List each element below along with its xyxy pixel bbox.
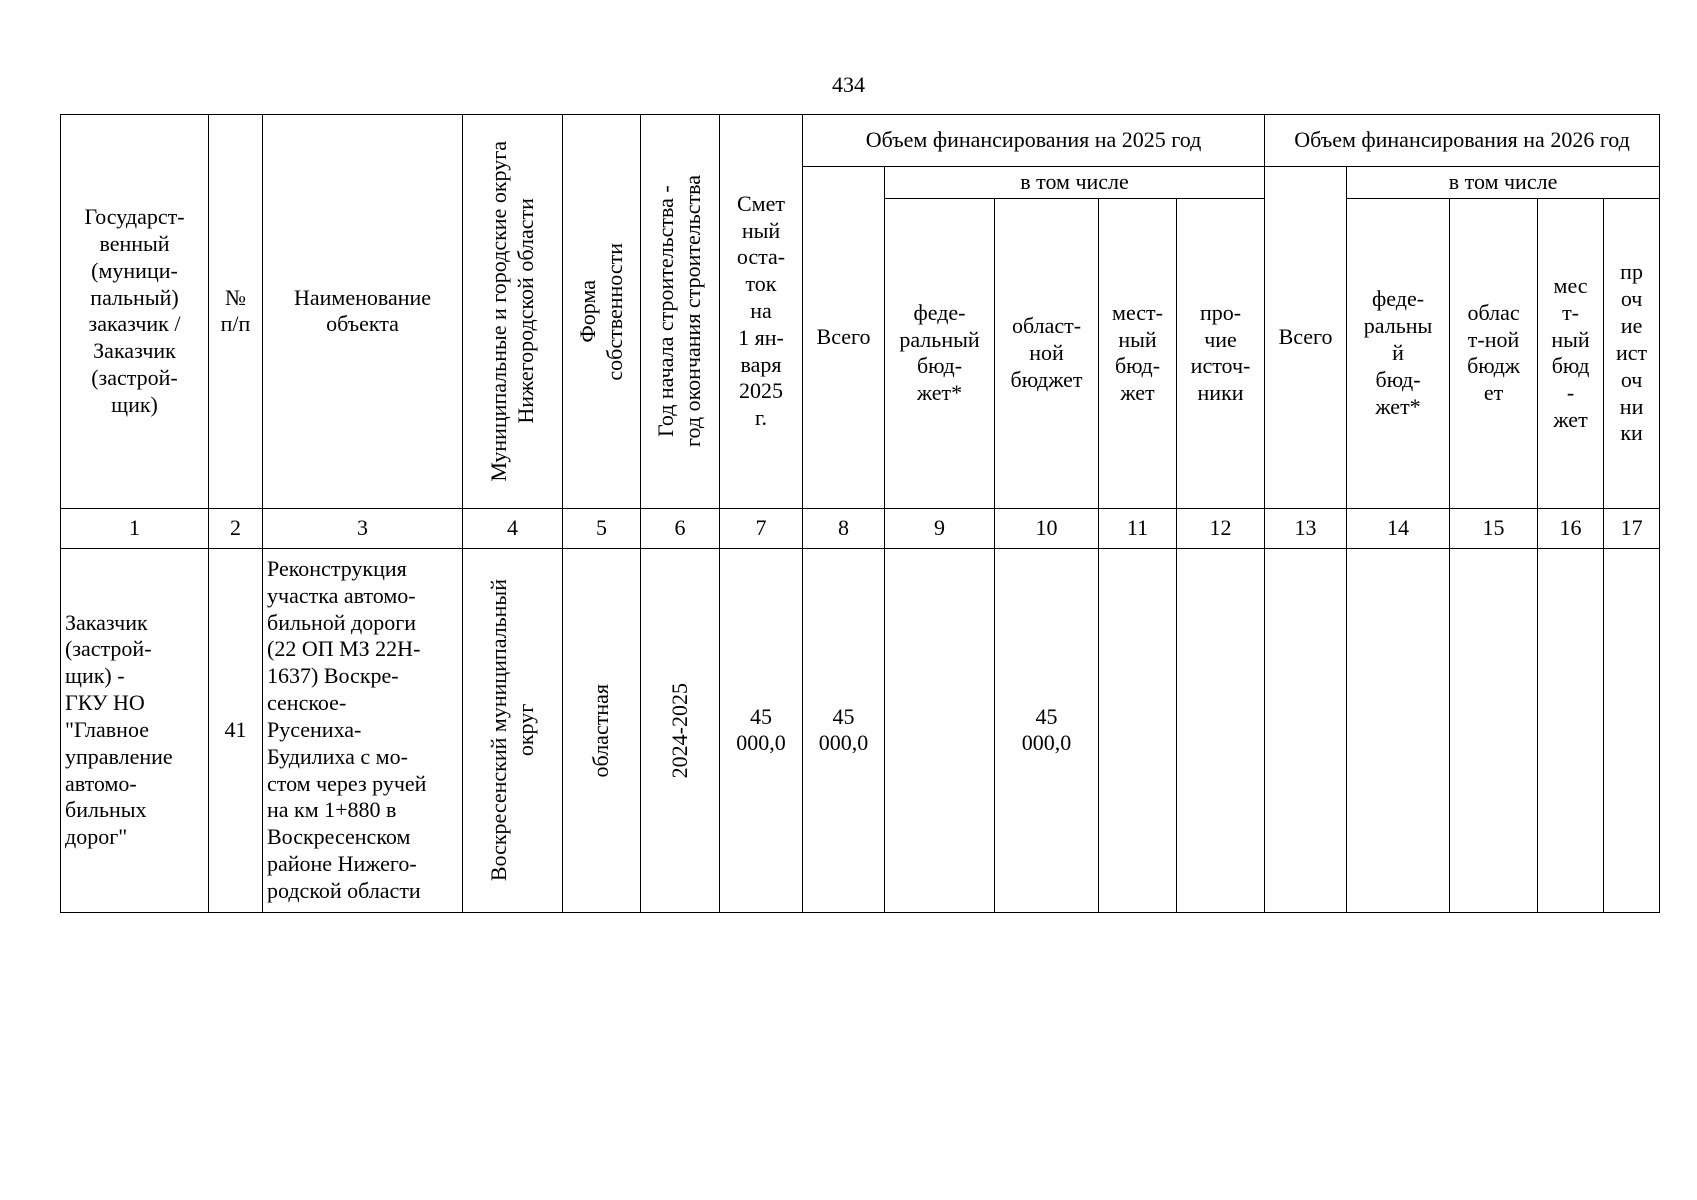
row-number: 41 bbox=[209, 548, 263, 912]
column-number: 11 bbox=[1099, 508, 1177, 548]
column-number: 2 bbox=[209, 508, 263, 548]
column-number: 14 bbox=[1347, 508, 1450, 548]
header-group-2025: Объем финансирования на 2025 год bbox=[803, 115, 1265, 167]
row-federal-2026 bbox=[1347, 548, 1450, 912]
header-local-2025: мест- ный бюд- жет bbox=[1099, 198, 1177, 508]
column-number: 10 bbox=[995, 508, 1099, 548]
header-including-2026: в том числе bbox=[1347, 167, 1660, 199]
header-total-2026: Всего bbox=[1265, 167, 1347, 509]
header-row-1 bbox=[61, 115, 1660, 167]
column-number: 16 bbox=[1538, 508, 1604, 548]
row-other-2026 bbox=[1604, 548, 1660, 912]
row-district-cell bbox=[463, 548, 563, 912]
header-other-2026: пр оч ие ист оч ни ки bbox=[1604, 198, 1660, 508]
row-object-name: Реконструкция участка автомо- бильной дороги (22 ОП МЗ 22Н- 1637) Воскре- сенское- Русениха- Будилиха с мо- стом через ручей на км 1+880 в Воскресенском районе Нижего- родской области bbox=[263, 548, 463, 912]
header-years: Год начала строительства - год окончания строительства bbox=[653, 175, 705, 448]
row-customer: Заказчик (застрой- щик) - ГКУ НО "Главное управление автомо- бильных дорог" bbox=[61, 548, 209, 912]
row-total-2025: 45 000,0 bbox=[803, 548, 885, 912]
row-ownership-cell bbox=[563, 548, 641, 912]
column-number: 9 bbox=[885, 508, 995, 548]
header-total-2025: Всего bbox=[803, 167, 885, 509]
row-local-2026 bbox=[1538, 548, 1604, 912]
table-row bbox=[61, 548, 1660, 912]
header-districts: Муниципальные и городские округа Нижегородской области bbox=[485, 141, 538, 482]
header-number: № п/п bbox=[209, 115, 263, 509]
header-estimate: Смет ный оста- ток на 1 ян- варя 2025 г. bbox=[720, 115, 803, 509]
header-ownership: Форма собственности bbox=[574, 242, 627, 381]
header-local-2026: мес т- ный бюд - жет bbox=[1538, 198, 1604, 508]
column-number: 3 bbox=[263, 508, 463, 548]
column-number: 15 bbox=[1450, 508, 1538, 548]
column-number: 17 bbox=[1604, 508, 1660, 548]
header-ownership-cell bbox=[563, 115, 641, 509]
header-regional-2026: облас т-ной бюдж ет bbox=[1450, 198, 1538, 508]
column-number: 5 bbox=[563, 508, 641, 548]
header-federal-2025: феде- ральный бюд- жет* bbox=[885, 198, 995, 508]
header-group-2026: Объем финансирования на 2026 год bbox=[1265, 115, 1660, 167]
row-district: Воскресенский муниципальный округ bbox=[485, 579, 538, 882]
row-years: 2024-2025 bbox=[666, 682, 692, 778]
header-federal-2026: феде- ральны й бюд- жет* bbox=[1347, 198, 1450, 508]
column-number: 4 bbox=[463, 508, 563, 548]
column-number-row bbox=[61, 508, 1660, 548]
row-regional-2025: 45 000,0 bbox=[995, 548, 1099, 912]
row-ownership: областная bbox=[588, 683, 614, 778]
column-number: 7 bbox=[720, 508, 803, 548]
row-estimate: 45 000,0 bbox=[720, 548, 803, 912]
row-years-cell bbox=[641, 548, 720, 912]
row-local-2025 bbox=[1099, 548, 1177, 912]
row-federal-2025 bbox=[885, 548, 995, 912]
column-number: 12 bbox=[1177, 508, 1265, 548]
header-districts-cell bbox=[463, 115, 563, 509]
row-regional-2026 bbox=[1450, 548, 1538, 912]
row-total-2026 bbox=[1265, 548, 1347, 912]
column-number: 13 bbox=[1265, 508, 1347, 548]
column-number: 6 bbox=[641, 508, 720, 548]
header-other-2025: про- чие источ- ники bbox=[1177, 198, 1265, 508]
header-years-cell bbox=[641, 115, 720, 509]
column-number: 1 bbox=[61, 508, 209, 548]
header-customer: Государст- венный (муници- пальный) заказчик / Заказчик (застрой- щик) bbox=[61, 115, 209, 509]
header-object-name: Наименование объекта bbox=[263, 115, 463, 509]
column-number: 8 bbox=[803, 508, 885, 548]
row-other-2025 bbox=[1177, 548, 1265, 912]
header-including-2025: в том числе bbox=[885, 167, 1265, 199]
header-regional-2025: област- ной бюджет bbox=[995, 198, 1099, 508]
financing-table bbox=[60, 114, 1660, 913]
page-number: 434 bbox=[832, 72, 865, 97]
